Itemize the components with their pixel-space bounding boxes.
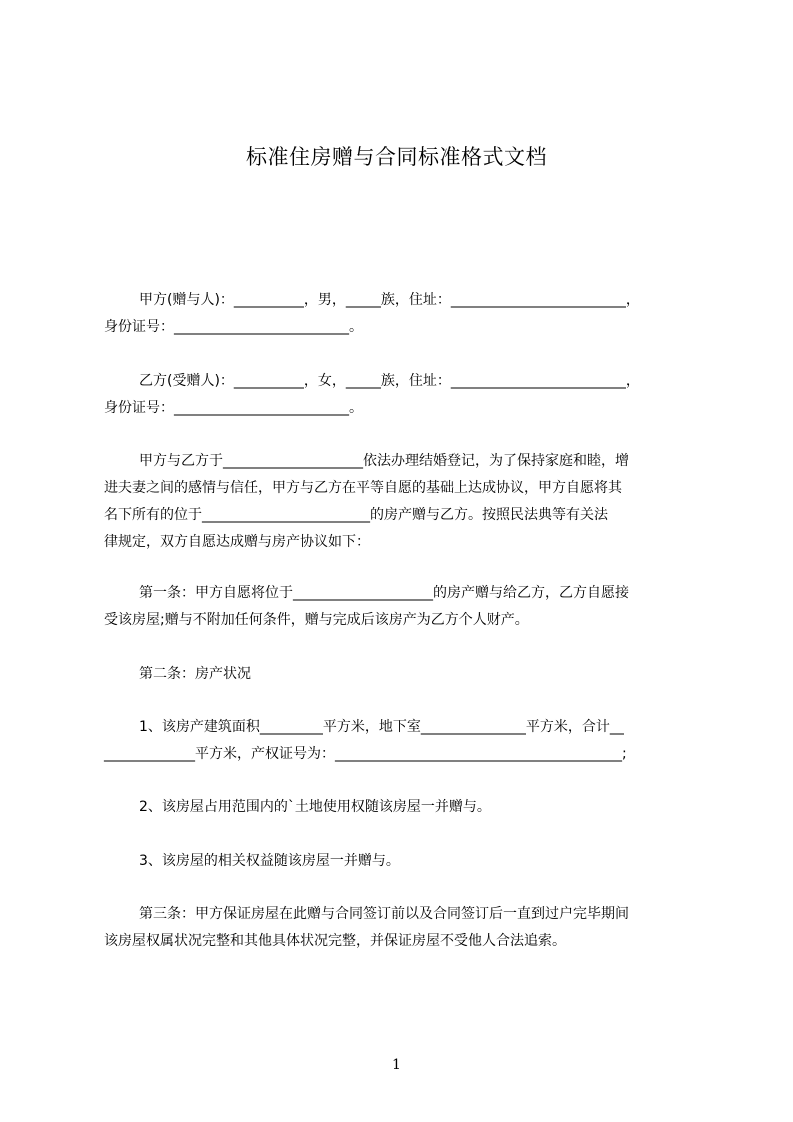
party-a-line-1: 甲方(赠与人)：__________，男，_____族，住址：_________________________，: [139, 292, 640, 308]
clause-2-3-line-1: 3、该房屋的相关权益随该房屋一并赠与。: [139, 853, 400, 869]
preamble-line-3: 名下所有的位于________________________的房产赠与乙方。按照民法典等有关法: [104, 507, 608, 523]
preamble-paragraph: [104, 448, 704, 556]
party-a-paragraph: [104, 287, 704, 341]
party-a-line-2: 身份证号：_________________________。: [104, 319, 363, 335]
preamble-line-2: 进夫妻之间的感情与信任，甲方与乙方在平等自愿的基础上达成协议，甲方自愿将其: [104, 480, 622, 496]
article-3-paragraph: [104, 901, 704, 955]
article-1-paragraph: [104, 580, 704, 634]
party-b-line-2: 身份证号：_________________________。: [104, 400, 363, 416]
article-2-heading: [104, 661, 704, 688]
article-3-line-1: 第三条：甲方保证房屋在此赠与合同签订前以及合同签订后一直到过户完毕期间: [139, 906, 629, 922]
party-b-paragraph: [104, 368, 704, 422]
preamble-line-1: 甲方与乙方于____________________依法办理结婚登记，为了保持家庭和睦，增: [139, 453, 629, 469]
party-b-line-1: 乙方(受赠人)：__________，女，_____族，住址：_________________________，: [139, 373, 640, 389]
preamble-line-4: 律规定，双方自愿达成赠与房产协议如下：: [104, 534, 370, 550]
clause-2-2-paragraph: [104, 794, 704, 821]
clause-2-1-line-2: _____________平方米，产权证号为：_________________________________________;: [104, 746, 627, 762]
article-1-line-2: 受该房屋;赠与不附加任何条件，赠与完成后该房产为乙方个人财产。: [104, 612, 529, 628]
article-3-line-2: 该房屋权属状况完整和其他具体状况完整，并保证房屋不受他人合法追索。: [104, 933, 566, 949]
clause-2-3-paragraph: [104, 848, 704, 875]
document-title: 标准住房赠与合同标准格式文档: [246, 145, 547, 169]
clause-2-1-line-1: 1、该房产建筑面积_________平方米，地下室_______________平方米，合计__: [139, 719, 624, 735]
page-number: 1: [392, 1057, 401, 1073]
article-1-line-1: 第一条：甲方自愿将位于____________________的房产赠与给乙方，乙方自愿接: [139, 585, 629, 601]
clause-2-1-paragraph: [104, 714, 704, 768]
article-2-heading-text: 第二条：房产状况: [139, 666, 251, 682]
clause-2-2-line-1: 2、该房屋占用范围内的`土地使用权随该房屋一并赠与。: [139, 799, 491, 815]
